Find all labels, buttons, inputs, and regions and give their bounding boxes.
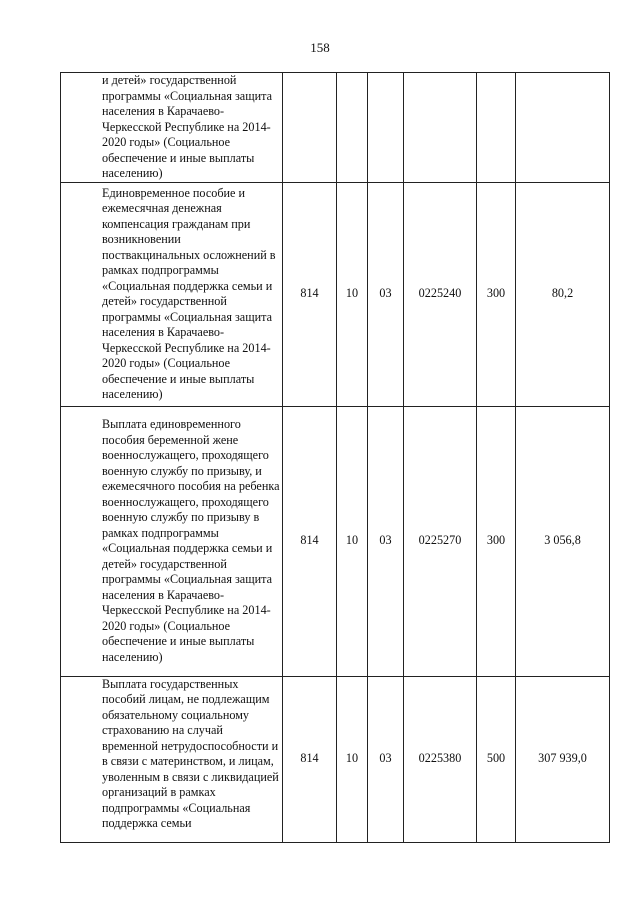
expense-type-cell: 500 bbox=[477, 676, 516, 842]
row-description: и детей» государственной программы «Социальная защита населения в Карачаево-Черкесской Республике на 2014-2020 годы» (Социальное обеспечение и иные выплаты населению) bbox=[61, 73, 283, 183]
section-code-cell bbox=[337, 73, 368, 183]
admin-code-cell: 814 bbox=[283, 182, 337, 406]
section-code-cell: 10 bbox=[337, 182, 368, 406]
subsection-code-cell: 03 bbox=[368, 406, 404, 676]
section-code-cell: 10 bbox=[337, 676, 368, 842]
subsection-code-cell bbox=[368, 73, 404, 183]
target-code-cell: 0225270 bbox=[404, 406, 477, 676]
expense-type-cell: 300 bbox=[477, 406, 516, 676]
target-code-cell bbox=[404, 73, 477, 183]
admin-code-cell: 814 bbox=[283, 406, 337, 676]
target-code-cell: 0225380 bbox=[404, 676, 477, 842]
target-code-cell: 0225240 bbox=[404, 182, 477, 406]
page-number: 158 bbox=[310, 40, 330, 55]
amount-cell: 307 939,0 bbox=[516, 676, 610, 842]
amount-cell: 3 056,8 bbox=[516, 406, 610, 676]
amount-cell: 80,2 bbox=[516, 182, 610, 406]
row-description: Выплата единовременного пособия беременной жене военнослужащего, проходящего военную службу по призыву, и ежемесячного пособия на ребенка военнослужащего, проходящего военную службу по призыву в рамках подпрограммы «Социальная поддержка семьи и детей» государственной программы «Социальная защита населения в Карачаево-Черкесской Республике на 2014-2020 годы» (Социальное обеспечение и иные выплаты населению) bbox=[61, 406, 283, 676]
table-row bbox=[61, 406, 610, 676]
expense-type-cell bbox=[477, 73, 516, 183]
table-row bbox=[61, 182, 610, 406]
admin-code-cell: 814 bbox=[283, 676, 337, 842]
admin-code-cell bbox=[283, 73, 337, 183]
subsection-code-cell: 03 bbox=[368, 676, 404, 842]
section-code-cell: 10 bbox=[337, 406, 368, 676]
budget-table bbox=[60, 72, 610, 843]
table-row bbox=[61, 73, 610, 183]
expense-type-cell: 300 bbox=[477, 182, 516, 406]
table-row bbox=[61, 676, 610, 842]
row-description: Выплата государственных пособий лицам, не подлежащим обязательному социальному страхованию на случай временной нетрудоспособности и в связи с материнством, и лицам, уволенным в связи с ликвидацией организаций в рамках подпрограммы «Социальная поддержка семьи bbox=[61, 676, 283, 842]
row-description: Единовременное пособие и ежемесячная денежная компенсация гражданам при возникновении поствакцинальных осложнений в рамках подпрограммы «Социальная поддержка семьи и детей» государственной программы «Социальная защита населения в Карачаево-Черкесской Республике на 2014-2020 годы» (Социальное обеспечение и иные выплаты населению) bbox=[61, 182, 283, 406]
subsection-code-cell: 03 bbox=[368, 182, 404, 406]
amount-cell bbox=[516, 73, 610, 183]
